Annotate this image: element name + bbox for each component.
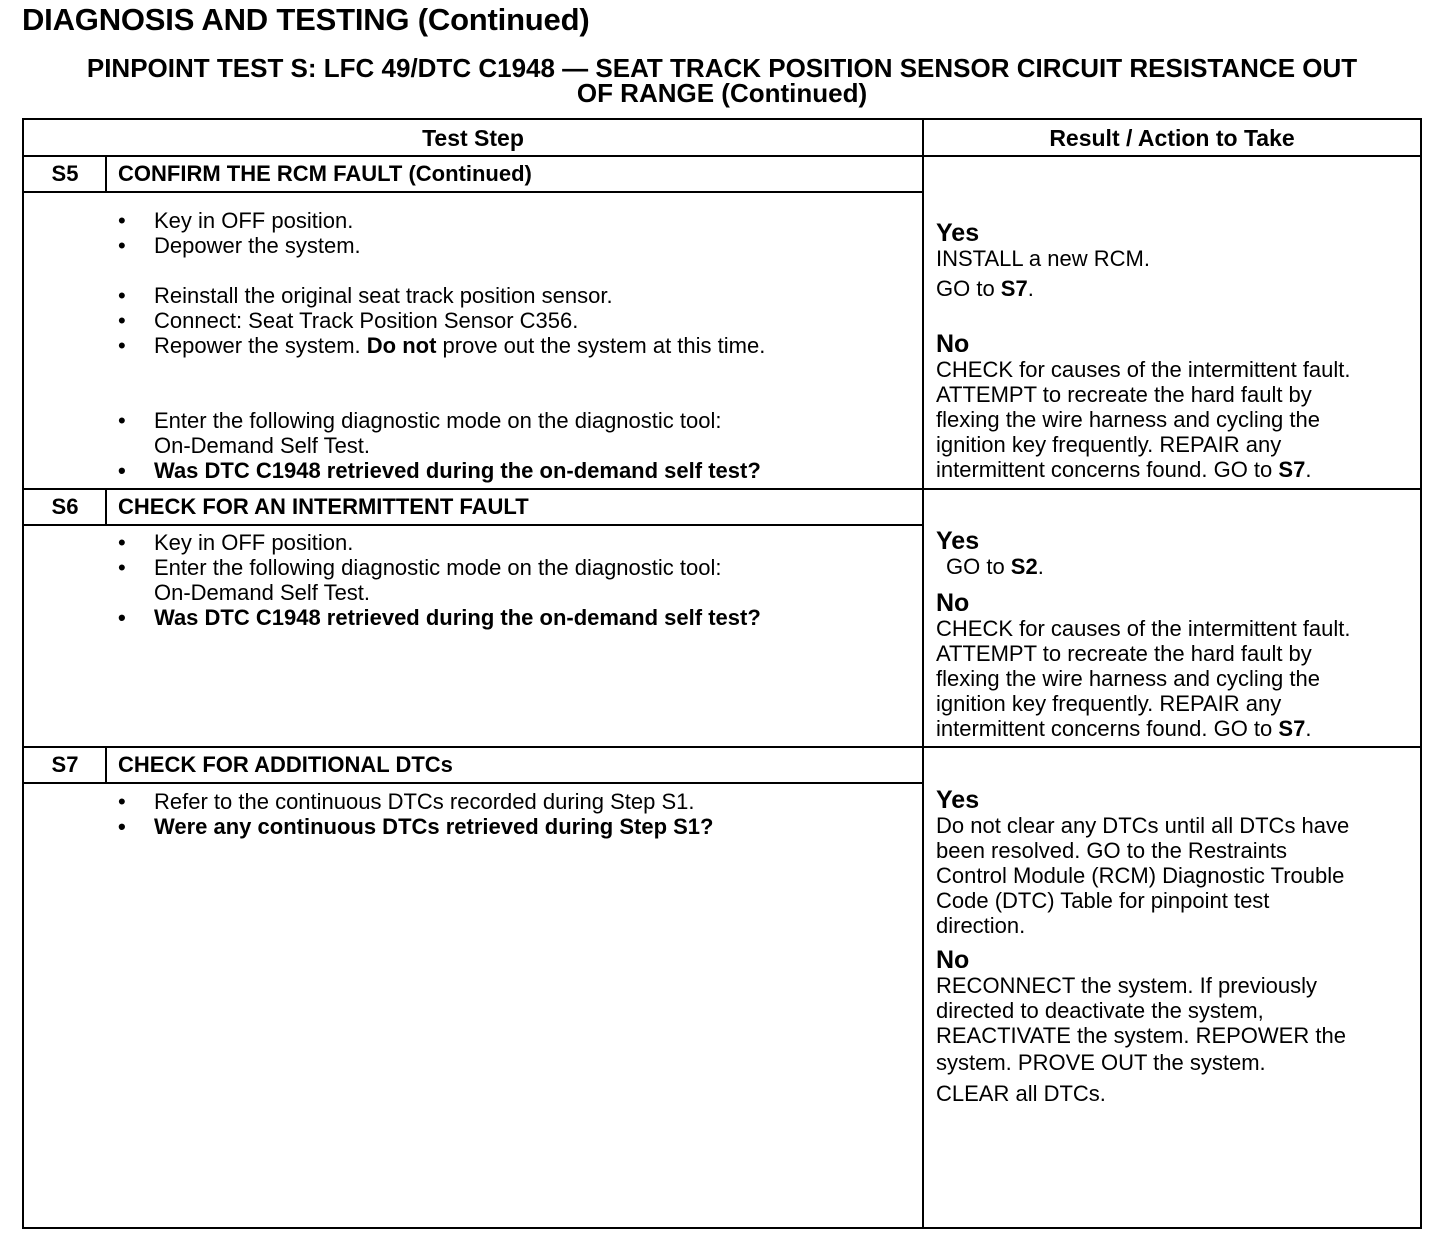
test-title-line-1: PINPOINT TEST S: LFC 49/DTC C1948 — SEAT TRACK POSITION SENSOR CIRCUIT RESISTANCE OUT	[86, 53, 1358, 83]
pinpoint-test-title	[22, 53, 1422, 108]
step-id-s7: S7	[51, 752, 79, 777]
s7-step-list	[116, 789, 713, 839]
s5-step-list	[116, 208, 765, 483]
s5-result-yes: Yes INSTALL a new RCM. GO to S7.	[936, 219, 1150, 301]
s7-result-yes: Yes Do not clear any DTCs until all DTCs have been resolved. GO to the Restraints Control Module (RCM) Diagnostic Trouble Code (DTC) Table for pinpoint test direction.	[936, 786, 1350, 938]
page-title: DIAGNOSIS AND TESTING (Continued)	[22, 2, 590, 37]
list-item-continuation: On-Demand Self Test.	[154, 433, 371, 458]
s6-result-no: No CHECK for causes of the intermittent fault. ATTEMPT to recreate the hard fault by flexing the wire harness and cycling the ignition key frequently. REPAIR any intermittent concerns found. GO to S7.	[936, 589, 1351, 741]
step-title-s6: CHECK FOR AN INTERMITTENT FAULT	[118, 494, 529, 519]
list-item: • Refer to the continuous DTCs recorded during Step S1.	[116, 789, 713, 814]
list-item: • Reinstall the original seat track position sensor.	[116, 283, 765, 308]
list-item: • Enter the following diagnostic mode on the diagnostic tool:	[116, 408, 765, 433]
step-id-s5: S5	[51, 161, 79, 186]
s6-step-list	[116, 530, 761, 630]
list-item: • Connect: Seat Track Position Sensor C356.	[116, 308, 765, 333]
step-title-s5: CONFIRM THE RCM FAULT (Continued)	[118, 161, 532, 186]
list-item-question: • Were any continuous DTCs retrieved during Step S1?	[116, 814, 713, 839]
list-item: • Key in OFF position.	[116, 530, 761, 555]
test-title-line-2: OF RANGE (Continued)	[576, 78, 868, 108]
s7-result-no: No RECONNECT the system. If previously directed to deactivate the system, REACTIVATE the system. REPOWER the system. PROVE OUT the system. CLEAR all DTCs.	[936, 946, 1346, 1106]
list-item: • Repower the system. Do not prove out the system at this time.	[116, 333, 765, 358]
list-item: • Enter the following diagnostic mode on the diagnostic tool:	[116, 555, 761, 580]
list-item-question: • Was DTC C1948 retrieved during the on-demand self test?	[116, 458, 765, 483]
list-item-question: • Was DTC C1948 retrieved during the on-demand self test?	[116, 605, 761, 630]
s6-result-yes: Yes GO to S2.	[936, 527, 1044, 579]
header-test-step: Test Step	[422, 125, 524, 151]
list-item: • Key in OFF position.	[116, 208, 765, 233]
pinpoint-test-table	[22, 118, 1422, 1229]
s5-result-no: No CHECK for causes of the intermittent fault. ATTEMPT to recreate the hard fault by flexing the wire harness and cycling the ignition key frequently. REPAIR any intermittent concerns found. GO to S7.	[936, 330, 1351, 482]
list-item: • Depower the system.	[116, 233, 765, 258]
step-id-s6: S6	[51, 494, 79, 519]
step-title-s7: CHECK FOR ADDITIONAL DTCs	[118, 752, 453, 777]
header-result-action: Result / Action to Take	[1049, 125, 1295, 151]
column-divider	[922, 120, 924, 1227]
list-item-continuation: On-Demand Self Test.	[154, 580, 371, 605]
